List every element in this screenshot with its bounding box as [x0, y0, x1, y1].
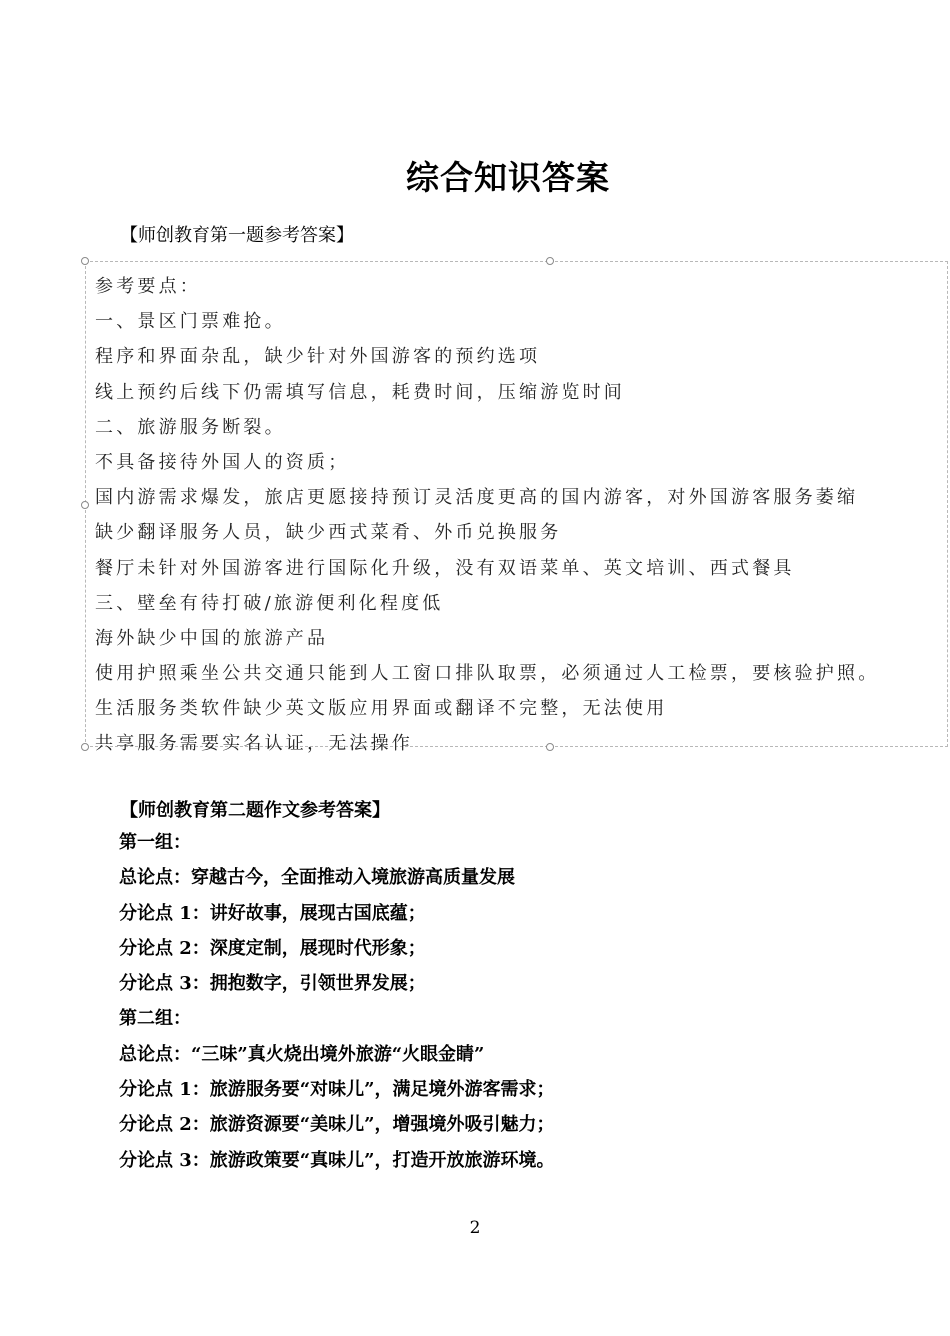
answer-line: 参考要点：	[95, 276, 201, 297]
answer-line: 餐厅未针对外国游客进行国际化升级，没有双语菜单、英文培训、西式餐具	[95, 557, 795, 579]
section-1-heading: 【师创教育第一题参考答案】	[120, 225, 354, 246]
resize-handle-left[interactable]	[81, 501, 89, 509]
resize-handle-bottom-left[interactable]	[81, 743, 89, 751]
answer-line: 二、旅游服务断裂。	[95, 416, 286, 438]
answer-line: 三、壁垒有待打破/旅游便利化程度低	[95, 592, 444, 614]
essay-line: 分论点 1：旅游服务要“对味儿”，满足境外游客需求；	[119, 1079, 555, 1101]
section-2-essay-list	[119, 829, 555, 1182]
essay-line: 分论点 2：深度定制，展现时代形象；	[119, 937, 426, 959]
essay-line: 分论点 3：拥抱数字，引领世界发展；	[119, 973, 426, 995]
answer-line: 生活服务类软件缺少英文版应用界面或翻译不完整，无法使用	[95, 698, 668, 720]
essay-line: 分论点 3：旅游政策要“真味儿”，打造开放旅游环境。	[119, 1149, 555, 1171]
essay-line: 第一组：	[119, 832, 191, 853]
answer-line: 海外缺少中国的旅游产品	[95, 627, 329, 649]
essay-line: 第二组：	[119, 1008, 191, 1030]
answer-line: 线上预约后线下仍需填写信息，耗费时间，压缩游览时间	[95, 381, 625, 403]
essay-line: 分论点 1：讲好故事，展现古国底蕴；	[119, 902, 426, 924]
answer-line: 程序和界面杂乱，缺少针对外国游客的预约选项	[95, 346, 541, 368]
page-number: 2	[469, 1218, 481, 1238]
resize-handle-top[interactable]	[546, 257, 554, 265]
answer-line: 不具备接待外国人的资质；	[95, 451, 350, 473]
essay-line: 总论点：“三味”真火烧出境外旅游“火眼金睛”	[119, 1043, 485, 1065]
essay-line: 总论点：穿越古今，全面推动入境旅游高质量发展	[119, 867, 515, 889]
page-title: 综合知识答案	[406, 158, 610, 197]
section-1-answer-list	[95, 272, 879, 765]
answer-line: 使用护照乘坐公共交通只能到人工窗口排队取票，必须通过人工检票，要核验护照。	[95, 663, 880, 685]
answer-line: 国内游需求爆发，旅店更愿接持预订灵活度更高的国内游客，对外国游客服务萎缩	[95, 487, 859, 509]
answer-line: 缺少翻译服务人员，缺少西式菜肴、外币兑换服务	[95, 522, 562, 544]
answer-line: 共享服务需要实名认证，无法操作	[95, 733, 413, 755]
answer-line: 一、景区门票难抢。	[95, 311, 286, 333]
section-2-heading: 【师创教育第二题作文参考答案】	[120, 800, 390, 821]
essay-line: 分论点 2：旅游资源要“美味儿”，增强境外吸引魅力；	[119, 1114, 555, 1136]
resize-handle-top-left[interactable]	[81, 257, 89, 265]
